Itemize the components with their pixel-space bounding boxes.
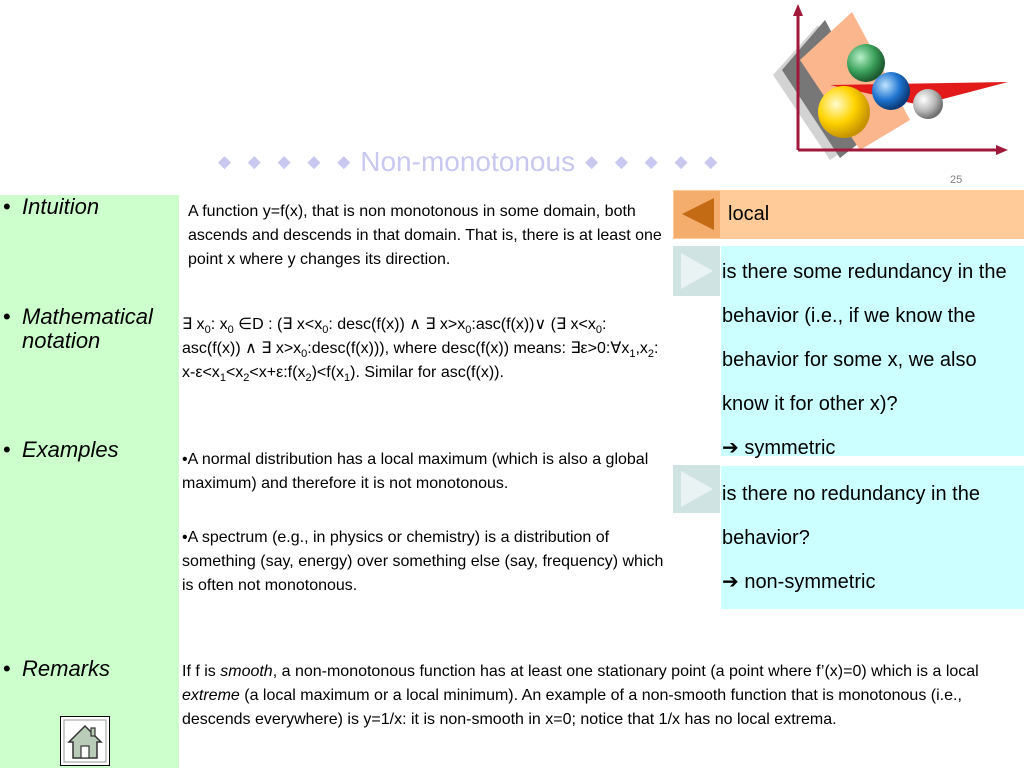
bullet: •: [3, 656, 11, 681]
title-text: Non-monotonous: [360, 146, 576, 177]
slide-number: 25: [950, 174, 963, 186]
non-symmetric-answer: ➔ non-symmetric: [722, 571, 876, 593]
example-spectrum: •A spectrum (e.g., in physics or chemistry) is a distribution of something (say, energy) over something else (say, frequency) which is often not monotonous.: [182, 529, 664, 594]
sidebar-item-remarks: [3, 657, 182, 681]
title-diamonds-left: ◆ ◆ ◆ ◆ ◆: [218, 152, 357, 171]
sidebar-item-label: Remarks: [22, 656, 111, 681]
sidebar-item-intuition: [3, 195, 182, 219]
sidebar-item-label: Examples: [22, 437, 119, 462]
intuition-text: A function y=f(x), that is non monotonous in some domain, both ascends and descends in that domain. That is, there is at least one point x where y changes its direction.: [188, 203, 662, 268]
back-button[interactable]: [674, 191, 720, 238]
title-diamonds-right: ◆ ◆ ◆ ◆ ◆: [585, 152, 724, 171]
triangle-right-icon: [673, 246, 720, 296]
symmetric-text: [722, 250, 1022, 470]
forward-button-non-symmetric[interactable]: [673, 465, 720, 513]
symmetric-question: is there some redundancy in the behavior (i.e., if we know the behavior for some x, we also know it for other x)?: [722, 261, 1007, 415]
non-symmetric-text: [722, 472, 1022, 604]
local-label: local: [728, 203, 770, 225]
local-panel: [673, 190, 1024, 239]
bullet: •: [3, 304, 11, 329]
remarks-text: If f is smooth, a non-monotonous function has at least one stationary point (a point where f’(x)=0) which is a local extreme (a local maximum or a local minimum). An example of a non-smooth function that is monotonous (i.e., descends everywhere) is y=1/x: it is non-smooth in x=0; notice that 1/x has no local extrema.: [182, 663, 979, 728]
sidebar-item-mathematical-notation: [3, 305, 182, 353]
sidebar: [0, 195, 179, 768]
slide-title: [218, 144, 788, 180]
bullet: •: [3, 194, 11, 219]
sidebar-item-label: Mathematical notation: [22, 304, 153, 353]
logo-chart-spheres-icon: [770, 0, 1024, 165]
non-symmetric-question: is there no redundancy in the behavior?: [722, 483, 980, 549]
forward-button-symmetric[interactable]: [673, 246, 720, 296]
triangle-right-icon: [673, 465, 720, 513]
bullet: •: [3, 437, 11, 462]
house-icon: [61, 717, 109, 765]
triangle-left-icon: [674, 191, 720, 238]
example-normal-distribution: •A normal distribution has a local maximum (which is also a global maximum) and therefore it is not monotonous.: [182, 451, 649, 492]
home-button[interactable]: [60, 716, 110, 766]
sidebar-item-label: Intuition: [22, 194, 100, 219]
symmetric-answer: ➔ symmetric: [722, 437, 836, 459]
math-notation-text: ∃ $x_0$: $x_0$ ∈D : (∃ $x<x_0$: desc(f(x)) ∧ ∃ $x>x_0:asc(f(x))\vee$ (∃ $x<x_0$: asc(f(x)) ∧ ∃ $x>x_0:desc(f(x))$), where desc(f(x)) means: $\exists\varepsilon>0:\forall x_1,x_2$: $x-\varepsilon<x_1<x_2<x+\varepsilon:f(x_2)<f(x_1)$. Similar for asc(f(x)).: [182, 316, 659, 385]
sidebar-item-examples: [3, 438, 182, 462]
